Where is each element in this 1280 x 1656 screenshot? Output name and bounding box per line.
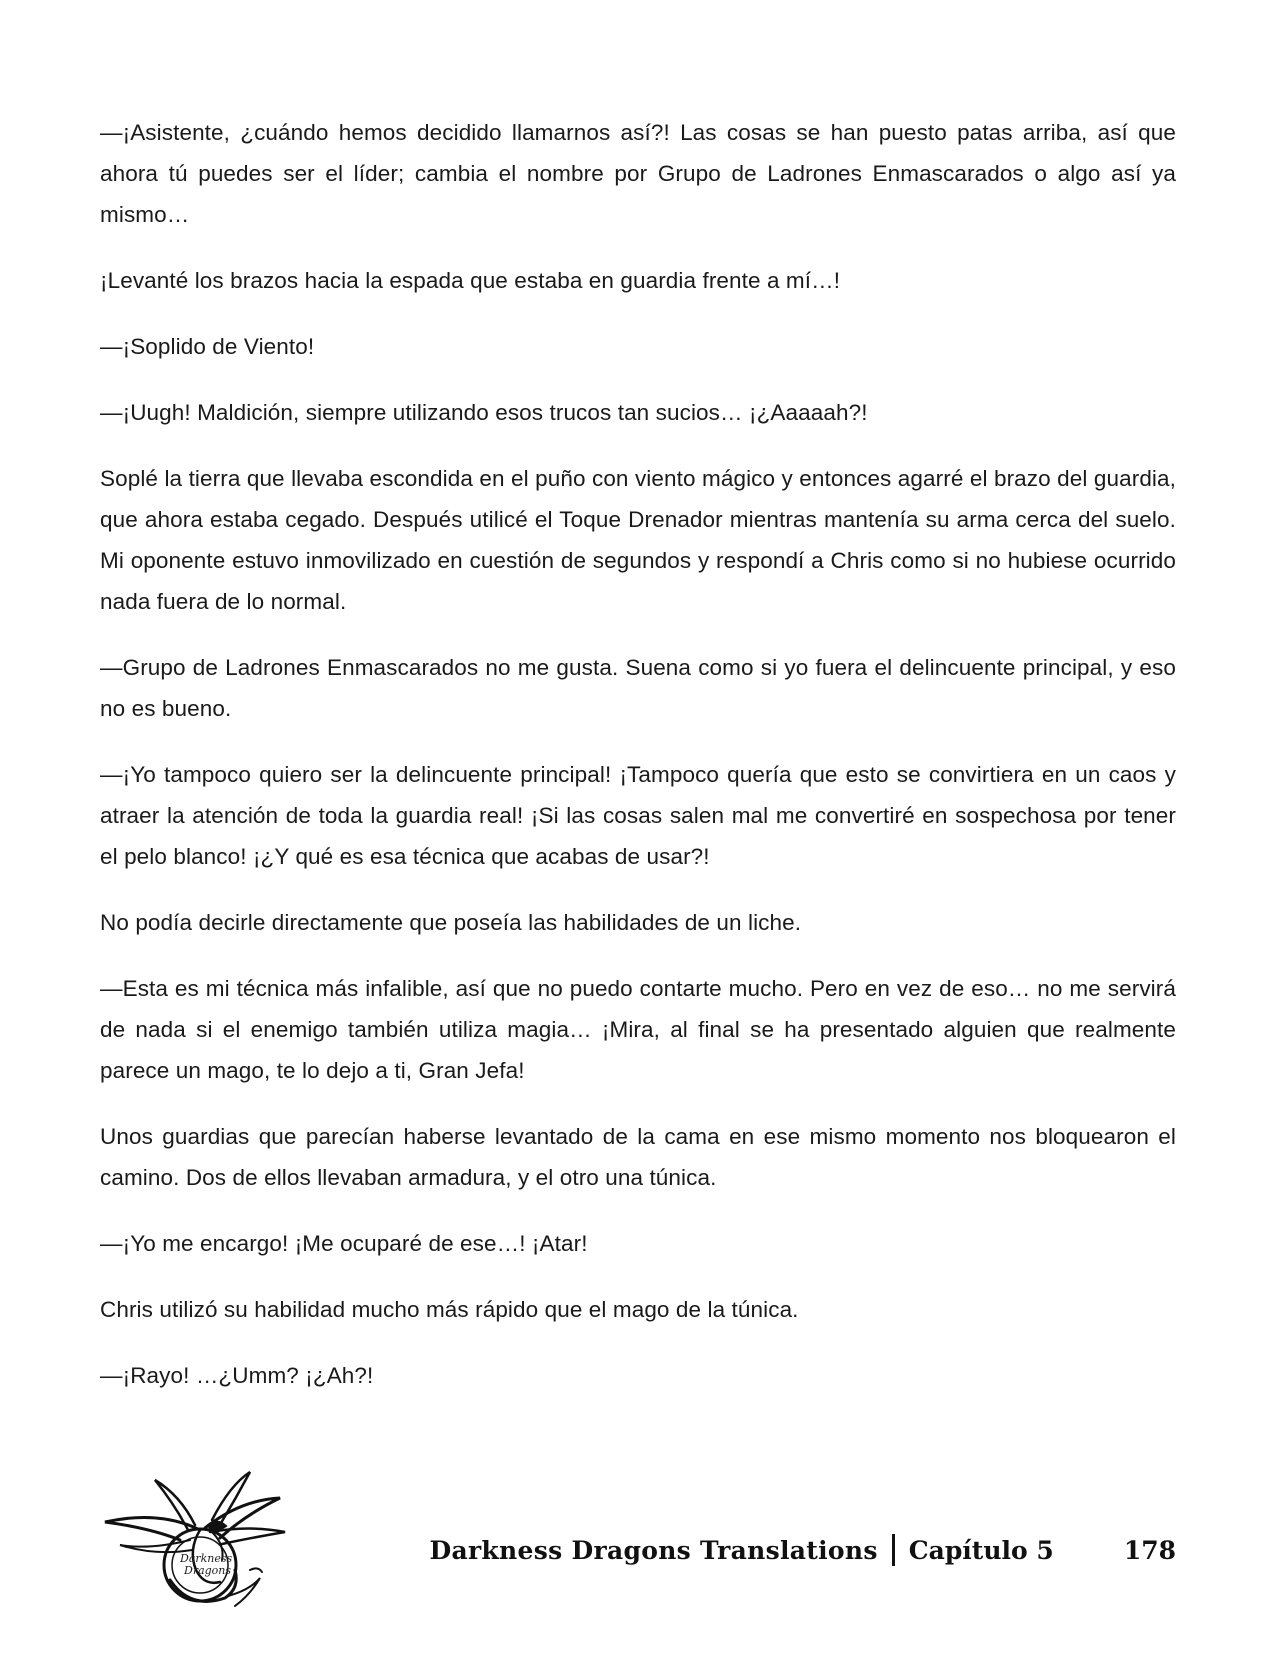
paragraph: —Esta es mi técnica más infalible, así que no puedo contarte mucho. Pero en vez de eso… no me servirá de nada si el enemigo también utiliza magia… ¡Mira, al final se ha presentado alguien que realmente parece un mago, te lo dejo a ti, Gran Jefa!: [100, 976, 1176, 1083]
footer-credit: Darkness Dragons Translations: [429, 1535, 878, 1565]
paragraph: Chris utilizó su habilidad mucho más rápido que el mago de la túnica.: [100, 1297, 799, 1322]
page-footer: [0, 1440, 1280, 1620]
paragraph: —¡Yo me encargo! ¡Me ocuparé de ese…! ¡Atar!: [100, 1231, 588, 1256]
page-body: [100, 112, 1176, 1421]
page-number: 178: [1123, 1535, 1176, 1565]
dragon-logo-icon: [100, 1470, 300, 1620]
paragraph: ¡Levanté los brazos hacia la espada que estaba en guardia frente a mí…!: [100, 268, 841, 293]
paragraph: —¡Asistente, ¿cuándo hemos decidido llamarnos así?! Las cosas se han puesto patas arriba, así que ahora tú puedes ser el líder; cambia el nombre por Grupo de Ladrones Enmascarados o algo así ya mismo…: [100, 120, 1176, 227]
paragraph: Soplé la tierra que llevaba escondida en el puño con viento mágico y entonces agarré el brazo del guardia, que ahora estaba cegado. Después utilicé el Toque Drenador mientras mantenía su arma cerca del suelo. Mi oponente estuvo inmovilizado en cuestión de segundos y respondí a Chris como si no hubiese ocurrido nada fuera de lo normal.: [100, 466, 1176, 614]
footer-chapter: Capítulo 5: [908, 1535, 1054, 1565]
paragraph: —¡Uugh! Maldición, siempre utilizando esos trucos tan sucios… ¡¿Aaaaah?!: [100, 400, 868, 425]
logo-text-line1: Darkness: [180, 1552, 233, 1565]
footer-line: [429, 1534, 1176, 1566]
paragraph: —¡Soplido de Viento!: [100, 334, 315, 359]
paragraph: —¡Rayo! …¿Umm? ¡¿Ah?!: [100, 1363, 374, 1388]
paragraph: Unos guardias que parecían haberse levantado de la cama en ese mismo momento nos bloquearon el camino. Dos de ellos llevaban armadura, y el otro una túnica.: [100, 1124, 1176, 1190]
paragraph: No podía decirle directamente que poseía las habilidades de un liche.: [100, 910, 802, 935]
paragraph: —Grupo de Ladrones Enmascarados no me gusta. Suena como si yo fuera el delincuente principal, y eso no es bueno.: [100, 655, 1176, 721]
paragraph: —¡Yo tampoco quiero ser la delincuente principal! ¡Tampoco quería que esto se convirtiera en un caos y atraer la atención de toda la guardia real! ¡Si las cosas salen mal me convertiré en sospechosa por tener el pelo blanco! ¡¿Y qué es esa técnica que acabas de usar?!: [100, 762, 1176, 869]
logo-text-line2: Dragons: [184, 1564, 232, 1577]
footer-divider: [892, 1534, 895, 1566]
